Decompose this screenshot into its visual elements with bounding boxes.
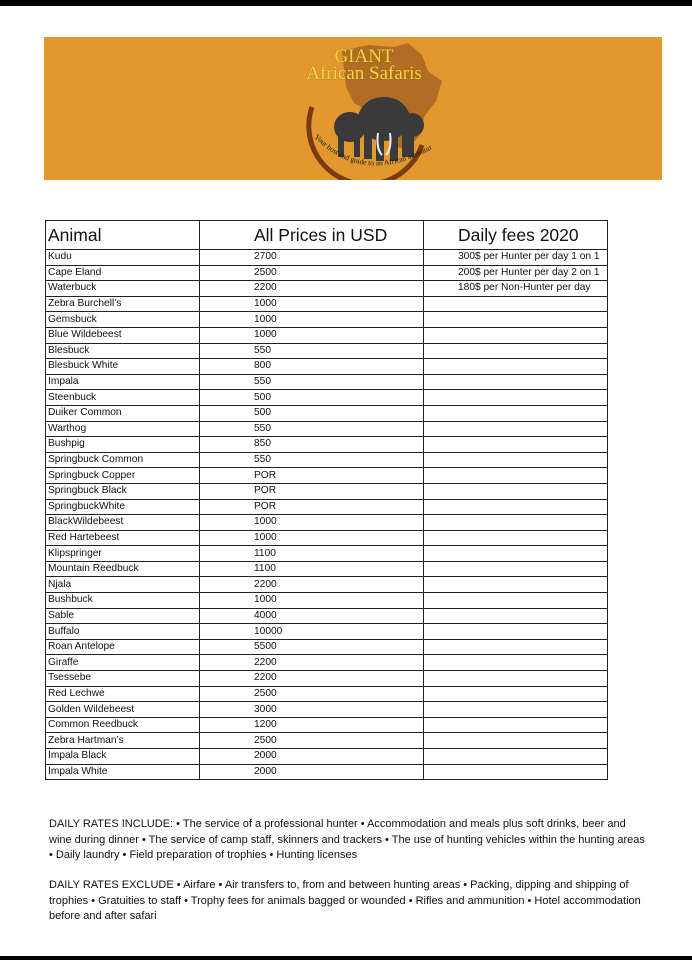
table-row — [46, 702, 608, 718]
fee-cell: 300$ per Hunter per day 1 on 1 — [424, 250, 608, 266]
logo-title — [274, 48, 454, 82]
fee-cell — [424, 593, 608, 609]
price-cell: 2500 — [200, 733, 424, 749]
table-row — [46, 281, 608, 297]
table-row — [46, 546, 608, 562]
animal-cell: Kudu — [46, 250, 200, 266]
fee-cell — [424, 608, 608, 624]
animal-cell: Springbuck Common — [46, 452, 200, 468]
price-cell: 800 — [200, 359, 424, 375]
tagline-text: Your host and guide to an African adventur — [312, 132, 434, 168]
fee-cell — [424, 546, 608, 562]
price-cell: 1000 — [200, 515, 424, 531]
fee-cell — [424, 483, 608, 499]
animal-cell: Klipspringer — [46, 546, 200, 562]
table-row — [46, 250, 608, 266]
fee-cell — [424, 327, 608, 343]
animal-cell: Impala Black — [46, 749, 200, 765]
logo-line-1: GIANT — [334, 46, 394, 67]
fee-cell — [424, 359, 608, 375]
fee-cell — [424, 468, 608, 484]
fee-cell — [424, 655, 608, 671]
table-row — [46, 468, 608, 484]
price-cell: 500 — [200, 390, 424, 406]
table-row — [46, 733, 608, 749]
price-cell: 2200 — [200, 281, 424, 297]
table-row — [46, 749, 608, 765]
animal-cell: Common Reedbuck — [46, 717, 200, 733]
table-body — [46, 250, 608, 780]
table-row — [46, 452, 608, 468]
table-row — [46, 499, 608, 515]
price-cell: 3000 — [200, 702, 424, 718]
price-cell: 1200 — [200, 717, 424, 733]
animal-cell: Sable — [46, 608, 200, 624]
animal-cell: Golden Wildebeest — [46, 702, 200, 718]
table-row — [46, 515, 608, 531]
fee-cell: 200$ per Hunter per day 2 on 1 — [424, 265, 608, 281]
fee-cell — [424, 764, 608, 780]
animal-cell: Bushbuck — [46, 593, 200, 609]
animal-cell: Njala — [46, 577, 200, 593]
price-cell: 550 — [200, 452, 424, 468]
fee-cell — [424, 671, 608, 687]
table-row — [46, 312, 608, 328]
price-cell: 1000 — [200, 530, 424, 546]
price-cell: 2200 — [200, 655, 424, 671]
fee-cell — [424, 561, 608, 577]
animal-cell: Duiker Common — [46, 405, 200, 421]
price-cell: 5500 — [200, 639, 424, 655]
table-row — [46, 561, 608, 577]
table-row — [46, 405, 608, 421]
logo-line-2: African Safaris — [306, 63, 422, 84]
table-row — [46, 764, 608, 780]
price-cell: POR — [200, 499, 424, 515]
daily-rates-include: DAILY RATES INCLUDE: • The service of a professional hunter • Accommodation and meals plus soft drinks, beer and wine during dinner • The service of camp staff, skinners and trackers • The use of hunting vehicles within the hunting areas • Daily laundry • Field preparation of trophies • Hunting licenses — [49, 818, 645, 861]
table-row — [46, 686, 608, 702]
price-cell: 2500 — [200, 265, 424, 281]
animal-cell: Bushpig — [46, 437, 200, 453]
fee-cell — [424, 577, 608, 593]
fee-cell — [424, 437, 608, 453]
fee-cell: 180$ per Non-Hunter per day — [424, 281, 608, 297]
animal-cell: Steenbuck — [46, 390, 200, 406]
animal-cell: Zebra Hartman’s — [46, 733, 200, 749]
price-cell: 550 — [200, 421, 424, 437]
animal-cell: Blesbuck White — [46, 359, 200, 375]
animal-cell: Warthog — [46, 421, 200, 437]
price-cell: 1000 — [200, 312, 424, 328]
price-cell: 2000 — [200, 764, 424, 780]
column-header-price: All Prices in USD — [200, 221, 424, 250]
fee-cell — [424, 421, 608, 437]
fee-cell — [424, 296, 608, 312]
table-row — [46, 483, 608, 499]
price-cell: 2700 — [200, 250, 424, 266]
animal-cell: Zebra Burchell’s — [46, 296, 200, 312]
price-cell: 550 — [200, 343, 424, 359]
animal-cell: Gemsbuck — [46, 312, 200, 328]
fee-cell — [424, 702, 608, 718]
price-cell: 1000 — [200, 296, 424, 312]
animal-cell: Springbuck Copper — [46, 468, 200, 484]
fee-cell — [424, 452, 608, 468]
fee-cell — [424, 390, 608, 406]
price-cell: POR — [200, 468, 424, 484]
price-cell: 1100 — [200, 561, 424, 577]
table-row — [46, 343, 608, 359]
animal-cell: Blue Wildebeest — [46, 327, 200, 343]
fee-cell — [424, 530, 608, 546]
fee-cell — [424, 343, 608, 359]
fee-cell — [424, 312, 608, 328]
price-cell: 1000 — [200, 593, 424, 609]
price-cell: 2500 — [200, 686, 424, 702]
animal-cell: Impala — [46, 374, 200, 390]
price-cell: 550 — [200, 374, 424, 390]
price-cell: 2200 — [200, 577, 424, 593]
top-border — [0, 0, 692, 6]
price-cell: 1000 — [200, 327, 424, 343]
table-row — [46, 265, 608, 281]
price-cell: 4000 — [200, 608, 424, 624]
animal-cell: Blesbuck — [46, 343, 200, 359]
fee-cell — [424, 405, 608, 421]
fee-cell — [424, 515, 608, 531]
table-row — [46, 296, 608, 312]
animal-cell: Roan Antelope — [46, 639, 200, 655]
price-cell: POR — [200, 483, 424, 499]
price-cell: 500 — [200, 405, 424, 421]
header-banner — [44, 37, 662, 180]
price-cell: 2200 — [200, 671, 424, 687]
fee-cell — [424, 374, 608, 390]
table-row — [46, 530, 608, 546]
animal-cell: Cape Eland — [46, 265, 200, 281]
animal-cell: Impala White — [46, 764, 200, 780]
animal-cell: Red Lechwe — [46, 686, 200, 702]
table-row — [46, 374, 608, 390]
price-cell: 2000 — [200, 749, 424, 765]
fee-cell — [424, 733, 608, 749]
table-row — [46, 421, 608, 437]
animal-cell: SpringbuckWhite — [46, 499, 200, 515]
table-row — [46, 655, 608, 671]
fee-cell — [424, 686, 608, 702]
animal-cell: Red Hartebeest — [46, 530, 200, 546]
table-row — [46, 437, 608, 453]
price-table — [45, 220, 608, 780]
fee-cell — [424, 624, 608, 640]
animal-cell: Springbuck Black — [46, 483, 200, 499]
animal-cell: Tsessebe — [46, 671, 200, 687]
table-row — [46, 593, 608, 609]
animal-cell: Buffalo — [46, 624, 200, 640]
animal-cell: Waterbuck — [46, 281, 200, 297]
table-row — [46, 608, 608, 624]
table-row — [46, 671, 608, 687]
fee-cell — [424, 717, 608, 733]
table-row — [46, 639, 608, 655]
daily-rates-exclude: DAILY RATES EXCLUDE • Airfare • Air transfers to, from and between hunting areas • Packing, dipping and shipping of trophies • Gratuities to staff • Trophy fees for animals bagged or wounded • Rifles and ammunition • Hotel accommodation before and after safari — [49, 879, 641, 922]
table-row — [46, 717, 608, 733]
fee-cell — [424, 749, 608, 765]
fee-cell — [424, 639, 608, 655]
bottom-border — [0, 956, 692, 960]
table-header-row — [46, 221, 608, 250]
price-cell: 850 — [200, 437, 424, 453]
fee-cell — [424, 499, 608, 515]
animal-cell: BlackWildebeest — [46, 515, 200, 531]
price-cell: 1100 — [200, 546, 424, 562]
animal-cell: Mountain Reedbuck — [46, 561, 200, 577]
column-header-animal: Animal — [46, 221, 200, 250]
column-header-fees: Daily fees 2020 — [424, 221, 608, 250]
table-row — [46, 327, 608, 343]
table-row — [46, 390, 608, 406]
table-row — [46, 577, 608, 593]
table-row — [46, 359, 608, 375]
price-cell: 10000 — [200, 624, 424, 640]
table-row — [46, 624, 608, 640]
animal-cell: Giraffe — [46, 655, 200, 671]
